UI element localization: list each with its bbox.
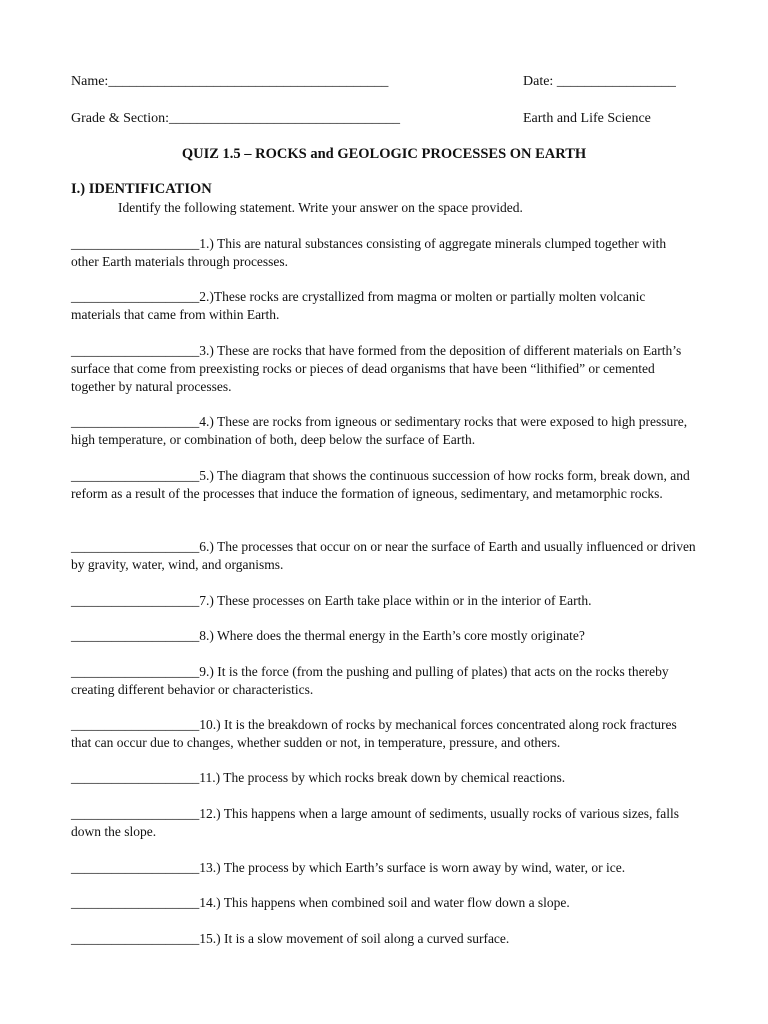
subject-label: Earth and Life Science xyxy=(523,111,651,126)
question-item xyxy=(71,627,697,645)
question-text: 3.) These are rocks that have formed from the deposition of different materials on Earth’s surface that come from preexisting rocks or pieces of dead organisms that have been “lithified” or cemented together by natural processes. xyxy=(71,343,682,394)
question-text: 9.) It is the force (from the pushing and pulling of plates) that acts on the rocks thereby creating different behavior or characteristics. xyxy=(71,664,669,697)
name-field[interactable]: Name:________________________________________ xyxy=(71,74,389,89)
question-text: 1.) This are natural substances consisting of aggregate minerals clumped together with other Earth materials through processes. xyxy=(71,236,667,269)
answer-blank[interactable]: ___________________ xyxy=(71,236,200,251)
question-item xyxy=(71,894,697,912)
question-item xyxy=(71,538,697,574)
question-item xyxy=(71,805,697,841)
question-text: 6.) The processes that occur on or near the surface of Earth and usually influenced or driven by gravity, water, wind, and organisms. xyxy=(71,539,696,572)
answer-blank[interactable]: ___________________ xyxy=(71,414,200,429)
question-item xyxy=(71,859,697,877)
date-field[interactable]: Date: _________________ xyxy=(523,74,676,89)
answer-blank[interactable]: ___________________ xyxy=(71,860,200,875)
question-text: 12.) This happens when a large amount of sediments, usually rocks of various sizes, falls down the slope. xyxy=(71,806,680,839)
answer-blank[interactable]: ___________________ xyxy=(71,931,200,946)
question-item xyxy=(71,663,697,699)
question-item xyxy=(71,288,697,324)
answer-blank[interactable]: ___________________ xyxy=(71,289,200,304)
question-text: 10.) It is the breakdown of rocks by mechanical forces concentrated along rock fractures that can occur due to changes, whether sudden or not, in temperature, pressure, and others. xyxy=(71,717,677,750)
answer-blank[interactable]: ___________________ xyxy=(71,539,200,554)
answer-blank[interactable]: ___________________ xyxy=(71,343,200,358)
question-text: 14.) This happens when combined soil and water flow down a slope. xyxy=(199,895,570,910)
answer-blank[interactable]: ___________________ xyxy=(71,895,200,910)
answer-blank[interactable]: ___________________ xyxy=(71,806,200,821)
answer-blank[interactable]: ___________________ xyxy=(71,664,200,679)
question-text: 4.) These are rocks from igneous or sedimentary rocks that were exposed to high pressure, high temperature, or combination of both, deep below the surface of Earth. xyxy=(71,414,688,447)
answer-blank[interactable]: ___________________ xyxy=(71,770,200,785)
grade-section-field[interactable]: Grade & Section:_________________________________ xyxy=(71,111,400,126)
question-text: 11.) The process by which rocks break down by chemical reactions. xyxy=(199,770,566,785)
question-item xyxy=(71,592,697,610)
section-instructions: Identify the following statement. Write your answer on the space provided. xyxy=(118,200,523,215)
question-item xyxy=(71,930,697,948)
section-heading: I.) IDENTIFICATION xyxy=(71,181,212,197)
question-text: 5.) The diagram that shows the continuous succession of how rocks form, break down, and reform as a result of the processes that induce the formation of igneous, sedimentary, and metamorphic rocks. xyxy=(71,468,690,501)
question-text: 2.)These rocks are crystallized from magma or molten or partially molten volcanic materials that came from within Earth. xyxy=(71,289,646,322)
question-text: 15.) It is a slow movement of soil along a curved surface. xyxy=(199,931,510,946)
question-text: 7.) These processes on Earth take place within or in the interior of Earth. xyxy=(199,593,592,608)
question-item xyxy=(71,342,697,396)
answer-blank[interactable]: ___________________ xyxy=(71,593,200,608)
answer-blank[interactable]: ___________________ xyxy=(71,717,200,732)
answer-blank[interactable]: ___________________ xyxy=(71,468,200,483)
quiz-title: QUIZ 1.5 – ROCKS and GEOLOGIC PROCESSES ON EARTH xyxy=(181,146,587,162)
question-item xyxy=(71,467,697,503)
question-text: 13.) The process by which Earth’s surface is worn away by wind, water, or ice. xyxy=(199,860,626,875)
question-item xyxy=(71,716,697,752)
question-item xyxy=(71,769,697,787)
answer-blank[interactable]: ___________________ xyxy=(71,628,200,643)
question-item xyxy=(71,413,697,449)
question-item xyxy=(71,235,697,271)
question-text: 8.) Where does the thermal energy in the Earth’s core mostly originate? xyxy=(199,628,585,643)
